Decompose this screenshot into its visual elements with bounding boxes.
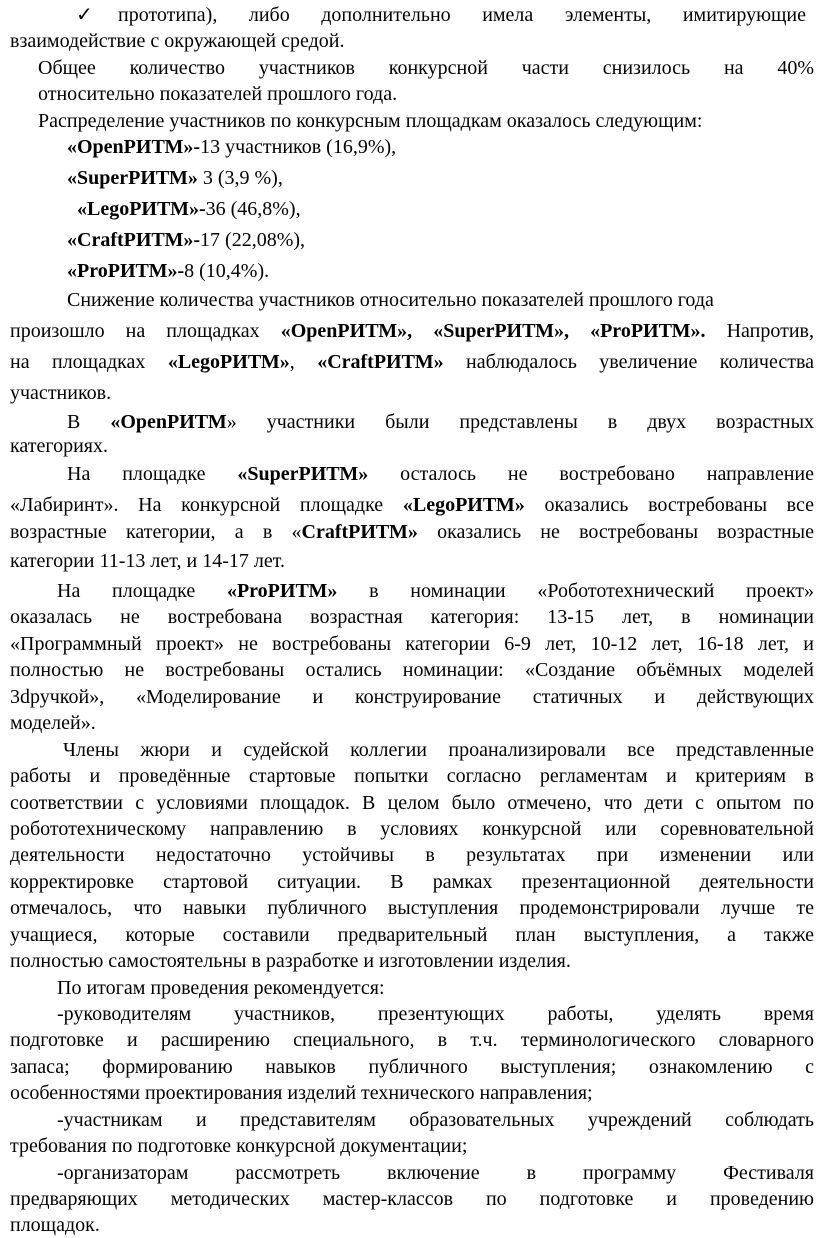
venue-value: 3 (3,9 %), (197, 167, 283, 189)
paragraph-line: Распределение участников по конкурсным площадкам оказалось следующим: (38, 110, 703, 132)
paragraph-line: робототехническому направлению в условиях конкурсной или соревновательной (10, 818, 814, 840)
list-item (67, 132, 396, 162)
paragraph-line: отмечалось, что навыки публичного выступления продемонстрировали лучше те (10, 897, 814, 919)
venue-name: «OpenРИТМ»- (67, 136, 201, 158)
list-item (67, 256, 269, 286)
paragraph-line: На площадке «ProРИТМ» в номинации «Робототехнический проект» (57, 580, 814, 602)
paragraph-line: участников. (10, 382, 112, 404)
paragraph-line: -организаторам рассмотреть включение в программу Фестиваля (57, 1162, 814, 1184)
paragraph-line: 3dручкой», «Моделирование и конструирование статичных и действующих (10, 686, 814, 708)
venue-name: «CraftРИТМ»- (67, 229, 201, 251)
paragraph-line: площадок. (10, 1214, 100, 1236)
list-item (77, 194, 301, 224)
paragraph-line: Общее количество участников конкурсной части снизилось на 40% (38, 57, 814, 79)
paragraph-line: взаимодействие с окружающей средой. (10, 30, 345, 52)
venue-name: «ProРИТМ»- (67, 260, 185, 282)
checkmark-icon: ✓ (76, 4, 93, 26)
paragraph-line: Члены жюри и судейской коллегии проанализировали все представленные (63, 739, 814, 761)
paragraph-line: полностью не востребованы остались номинации: «Создание объёмных моделей (10, 659, 814, 681)
paragraph-line: запаса; формированию навыков публичного выступления; ознакомлению с (10, 1056, 814, 1078)
venue-value: 13 участников (16,9%), (200, 136, 397, 158)
venue-name: «SuperРИТМ» (67, 167, 198, 189)
venue-value: 36 (46,8%), (205, 198, 301, 220)
list-item (67, 225, 305, 255)
paragraph-line: ✓ прототипа), либо дополнительно имела элементы, имитирующие (76, 4, 806, 26)
paragraph-line: -руководителям участников, презентующих работы, уделять время (57, 1003, 814, 1025)
paragraph-line: относительно показателей прошлого года. (38, 83, 398, 105)
paragraph-line: на площадках «LegoРИТМ», «CraftРИТМ» наблюдалось увеличение количества (10, 351, 815, 373)
paragraph-line: подготовке и расширению специального, в т.ч. терминологического словарного (10, 1029, 814, 1051)
paragraph-line: учащиеся, которые составили предварительный план выступления, а также (10, 924, 814, 946)
paragraph-line: возрастные категории, а в «CraftРИТМ» оказались не востребованы возрастные (10, 521, 814, 543)
paragraph-line: произошло на площадках «OpenРИТМ», «SuperРИТМ», «ProРИТМ». Напротив, (10, 320, 814, 342)
paragraph-line: По итогам проведения рекомендуется: (57, 977, 385, 999)
venue-name: «LegoРИТМ»- (77, 198, 206, 220)
paragraph-line: соответствии с условиями площадок. В целом было отмечено, что дети с опытом по (10, 792, 814, 814)
paragraph-line: «Лабиринт». На конкурсной площадке «LegoРИТМ» оказались востребованы все (10, 494, 815, 516)
paragraph-line: категории 11-13 лет, и 14-17 лет. (10, 550, 285, 572)
venue-value: 8 (10,4%). (184, 260, 270, 282)
paragraph-line: предваряющих методических мастер-классов по подготовке и проведению (10, 1188, 814, 1210)
paragraph-line: Снижение количества участников относительно показателей прошлого года (67, 289, 714, 311)
venue-value: 17 (22,08%), (200, 229, 306, 251)
paragraph-line: оказалась не востребована возрастная категория: 13-15 лет, в номинации (10, 606, 814, 628)
paragraph-line: корректировке стартовой ситуации. В рамках презентационной деятельности (10, 871, 814, 893)
paragraph-line: На площадке «SuperРИТМ» осталось не востребовано направление (67, 463, 814, 485)
paragraph-line: полностью самостоятельны в разработке и изготовлении изделия. (10, 950, 571, 972)
paragraph-line: моделей». (10, 712, 96, 734)
paragraph-line: -участникам и представителям образовательных учреждений соблюдать (57, 1109, 814, 1131)
paragraph-line: В «OpenРИТМ» участники были представлены в двух возрастных (67, 411, 815, 433)
paragraph-line: категориях. (10, 435, 108, 457)
list-item (67, 163, 283, 193)
paragraph-line: особенностями проектирования изделий технического направления; (10, 1082, 593, 1104)
paragraph-line: «Программный проект» не востребованы категории 6-9 лет, 10-12 лет, 16-18 лет, и (10, 633, 814, 655)
paragraph-line: деятельности недостаточно устойчивы в результатах при изменении или (10, 844, 814, 866)
paragraph-line: работы и проведённые стартовые попытки согласно регламентам и критериям в (10, 765, 814, 787)
paragraph-line: требования по подготовке конкурсной документации; (10, 1135, 468, 1157)
